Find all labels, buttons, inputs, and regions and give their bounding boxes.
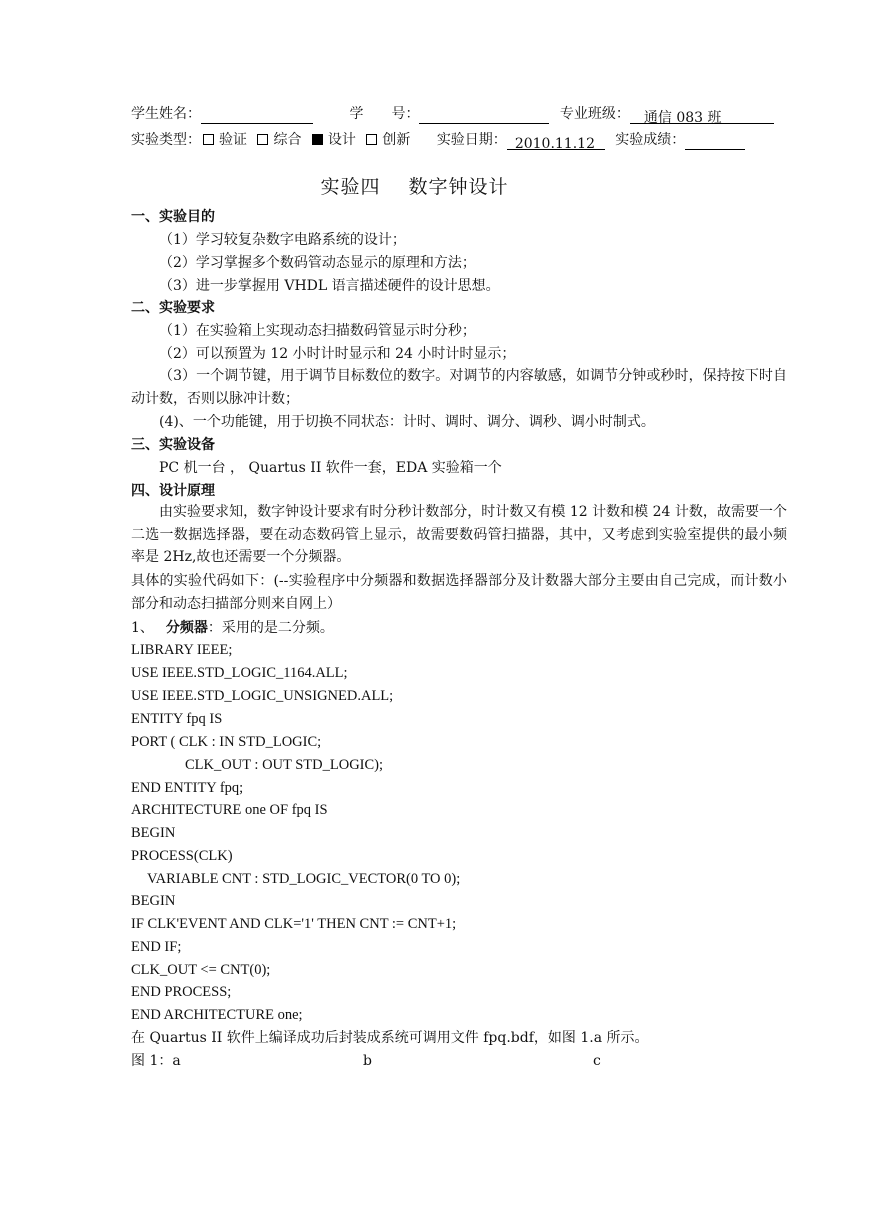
section1-item: （2）学习掌握多个数码管动态显示的原理和方法； <box>159 255 476 271</box>
score-label: 实验成绩： <box>615 132 686 148</box>
student-id-label: 学 号： <box>349 106 420 122</box>
code-line: ENTITY fpq IS <box>131 711 223 727</box>
code-line: PORT ( CLK : IN STD_LOGIC; <box>131 734 322 750</box>
code-line: PROCESS(CLK) <box>131 848 233 864</box>
code-line: USE IEEE.STD_LOGIC_UNSIGNED.ALL; <box>131 688 394 704</box>
checkbox-innovate <box>366 134 377 145</box>
section4-heading: 四、设计原理 <box>131 483 215 499</box>
section1-heading: 一、实验目的 <box>131 209 215 225</box>
item1-bold: 分频器 <box>165 620 208 636</box>
figure-label-a: 图 1：a <box>131 1053 181 1069</box>
header-line-1 <box>131 104 774 124</box>
code-line: END ARCHITECTURE one; <box>131 1007 303 1023</box>
code-line: ARCHITECTURE one OF fpq IS <box>131 802 328 818</box>
code-line: CLK_OUT : OUT STD_LOGIC); <box>185 757 384 773</box>
code-line: END PROCESS; <box>131 984 232 1000</box>
code-line: END IF; <box>131 939 182 955</box>
checkbox-verify <box>203 134 214 145</box>
section3-text: PC 机一台 ， Quartus II 软件一套，EDA 实验箱一个 <box>159 460 502 476</box>
header-line-2 <box>131 130 745 150</box>
student-name-label: 学生姓名： <box>131 106 201 122</box>
code-line: BEGIN <box>131 825 176 841</box>
code-line: CLK_OUT <= CNT(0); <box>131 962 271 978</box>
major-class-value: 通信 083 班 <box>630 108 774 124</box>
major-class-label: 专业班级： <box>559 106 630 122</box>
code-line: BEGIN <box>131 893 176 909</box>
code-line: VARIABLE CNT : STD_LOGIC_VECTOR(0 TO 0); <box>147 871 461 887</box>
opt-verify: 验证 <box>219 132 247 148</box>
section2-heading: 二、实验要求 <box>131 300 215 316</box>
section2-item: （1）在实验箱上实现动态扫描数码管显示时分秒； <box>159 323 476 339</box>
section4-item1 <box>131 618 334 638</box>
compile-note: 在 Quartus II 软件上编译成功后封装成系统可调用文件 fpq.bdf，如图 1.a 所示。 <box>131 1030 649 1046</box>
score-blank <box>685 133 745 150</box>
section2-item: (4)、一个功能键，用于切换不同状态：计时、调时、调分、调秒、调小时制式。 <box>159 414 655 430</box>
page-title <box>0 174 869 200</box>
opt-design: 设计 <box>327 132 356 148</box>
section2-item-wrapped: （3）一个调节键，用于调节目标数位的数字。对调节的内容敏感，如调节分钟或秒时，保持按下时自动计数，否则以脉冲计数； <box>131 368 787 407</box>
checkbox-design-checked <box>312 134 323 145</box>
opt-innovate: 创新 <box>382 132 411 148</box>
section3-heading: 三、实验设备 <box>131 437 215 453</box>
student-id-blank <box>419 107 549 124</box>
opt-comprehensive: 综合 <box>273 132 302 148</box>
figure-label-c: c <box>593 1053 601 1069</box>
checkbox-comprehensive <box>257 134 268 145</box>
section4-para2: 具体的实验代码如下：(--实验程序中分频器和数据选择器部分及计数器大部分主要由自己完成，而计数小部分和动态扫描部分则来自网上） <box>131 573 787 612</box>
title-right: 数字钟设计 <box>408 176 509 198</box>
code-line: IF CLK'EVENT AND CLK='1' THEN CNT := CNT+1; <box>131 916 457 932</box>
student-name-blank <box>201 107 313 124</box>
code-line: LIBRARY IEEE; <box>131 642 233 658</box>
section2-item: （2）可以预置为 12 小时计时显示和 24 小时计时显示； <box>159 346 516 362</box>
item1-number: 1、 <box>131 620 154 636</box>
exp-type-label: 实验类型： <box>131 132 201 148</box>
figure-label-b: b <box>363 1053 372 1069</box>
exp-date-label: 实验日期： <box>436 132 507 148</box>
title-left: 实验四 <box>320 176 381 198</box>
section4-para1: 由实验要求知，数字钟设计要求有时分秒计数部分，时计数又有模 12 计数和模 24 计数，故需要一个二选一数据选择器，要在动态数码管上显示，故需要数码管扫描器，其中，又考虑到实验室提供的最小频率是 2Hz,故也还需要一个分频器。 <box>131 504 787 566</box>
code-line: USE IEEE.STD_LOGIC_1164.ALL; <box>131 665 348 681</box>
section1-item: （3）进一步掌握用 VHDL 语言描述硬件的设计思想。 <box>159 278 500 294</box>
exp-date-value: 2010.11.12 <box>507 134 605 150</box>
code-line: END ENTITY fpq; <box>131 780 244 796</box>
section1-item: （1）学习较复杂数字电路系统的设计； <box>159 232 406 248</box>
item1-rest: ：采用的是二分频。 <box>207 620 334 636</box>
